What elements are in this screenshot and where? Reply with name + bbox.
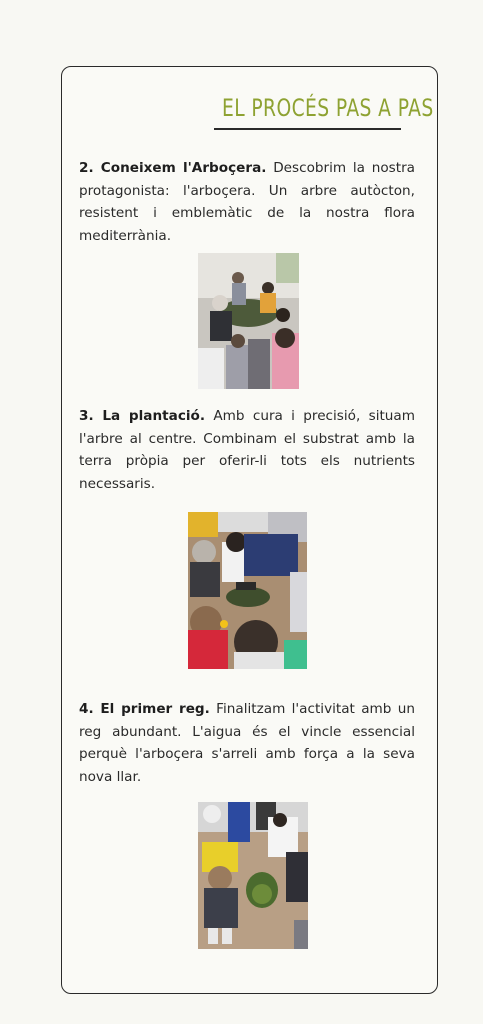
section-title: EL PROCÉS PAS A PAS [222,94,434,122]
step-3-photo [188,512,307,669]
step-2-photo [198,253,299,389]
step-2-heading: 2. Coneixem l'Arboçera. [79,160,267,176]
step-4-text: Finalitzam l'activitat amb un reg abundant. L'aigua és el vincle essencial perquè l'arboçera s'arreli amb força a la seva nova llar. [79,701,415,785]
step-3-text: Amb cura i precisió, situam l'arbre al centre. Combinam el substrat amb la terra pròpia per oferir-li tots els nutrients necessaris. [79,408,415,492]
step-4-paragraph [79,698,415,788]
step-3-heading: 3. La plantació. [79,408,206,424]
title-underline [214,128,401,130]
step-3-paragraph [79,405,415,495]
step-4-heading: 4. El primer reg. [79,701,210,717]
step-4-photo [198,802,308,949]
step-2-text: Descobrim la nostra protagonista: l'arboçera. Un arbre autòcton, resistent i emblemàtic de la nostra flora mediterrània. [79,160,416,244]
step-2-paragraph [79,157,415,247]
